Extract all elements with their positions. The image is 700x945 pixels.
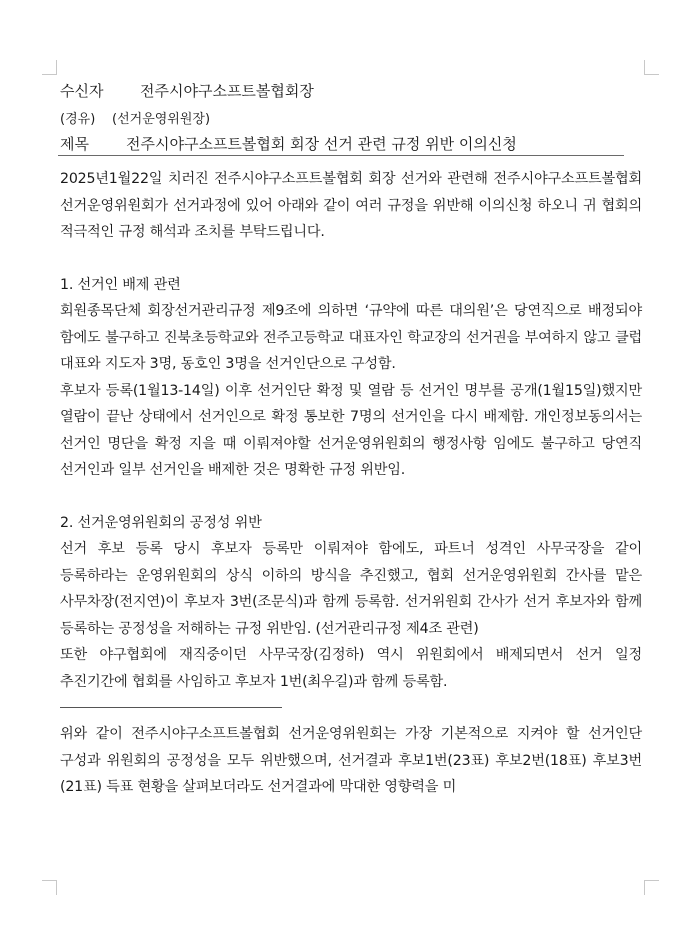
section2-title: 2. 선거운영위원회의 공정성 위반 (60, 514, 262, 531)
subject-value: 전주시야구소프트볼협회 회장 선거 관련 규정 위반 이의신청 (126, 135, 517, 153)
section1-paragraph-2: 후보자 등록(1월13-14일) 이후 선거인단 확정 및 열람 등 선거인 명부를 공개(1월15일)했지만 열람이 끝난 상태에서 선거인으로 확정 통보한 7명의 선거인을 다시 배제함. 개인정보동의서는 선거인 명단을 확정 지을 때 이뤄져야할 선거운영위원회의 행정사항 임에도 불구하고 당연직 선거인과 일부 선거인을 배제한 것은 명확한 규정 위반임. (60, 382, 642, 478)
conclusion-paragraph: 위와 같이 전주시야구소프트볼협회 선거운영위원회는 가장 기본적으로 지켜야 할 선거인단 구성과 위원회의 공정성을 모두 위반했으며, 선거결과 후보1번(23표) 후보2번(18표) 후보3번(21표) 득표 현황을 살펴보더라도 선거결과에 막대한 영향력을 미 (60, 726, 642, 795)
page-corner-mark (42, 60, 57, 75)
recipient-row (60, 80, 314, 101)
intro-paragraph: 2025년1월22일 치러진 전주시야구소프트볼협회 회장 선거와 관련해 전주시야구소프트볼협회 선거운영위원회가 선거과정에 있어 아래와 같이 여러 규정을 위반해 이의신청 하오니 귀 협회의 적극적인 규정 해석과 조치를 부탁드립니다. (60, 171, 642, 240)
via-row (60, 108, 210, 127)
subject-label: 제목 (60, 135, 89, 153)
section2-paragraph-1: 선거 후보 등록 당시 후보자 등록만 이뤄져야 함에도, 파트너 성격인 사무국장을 같이 등록하라는 운영위원회의 상식 이하의 방식을 추진했고, 협회 선거운영위원회 간사를 맡은 사무차장(전지연)이 후보자 3번(조문식)과 함께 등록함. 선거위원회 간사가 선거 후보자와 함께 등록하는 공정성을 저해하는 규정 위반임. (선거관리규정 제4조 관련) (60, 541, 642, 637)
document-body (60, 166, 642, 801)
section1-title: 1. 선거인 배제 관련 (60, 276, 181, 293)
page-corner-mark (42, 880, 57, 895)
page-corner-mark (644, 60, 659, 75)
via-label: (경유) (60, 112, 96, 127)
page-corner-mark (644, 880, 659, 895)
paragraph-gap (60, 484, 642, 510)
via-value: (선거운영위원장) (112, 112, 211, 127)
separator-line (60, 695, 642, 721)
recipient-value: 전주시야구소프트볼협회장 (140, 82, 314, 100)
recipient-label: 수신자 (60, 82, 104, 100)
section2-paragraph-2: 또한 야구협회에 재직중이던 사무국장(김정하) 역시 위원회에서 배제되면서 선거 일정 추진기간에 협회를 사임하고 후보자 1번(최우길)과 함께 등록함. (60, 647, 642, 690)
section1-paragraph-1: 회원종목단체 회장선거관리규정 제9조에 의하면 ‘규약에 따른 대의원’은 당연직으로 배정되야 함에도 불구하고 진북초등학교와 전주고등학교 대표자인 학교장의 선거권을 부여하지 않고 클럽 대표와 지도자 3명, 동호인 3명을 선거인단으로 구성함. (60, 303, 642, 372)
subject-row (60, 133, 517, 154)
subject-underline (58, 155, 624, 156)
paragraph-gap (60, 246, 642, 272)
